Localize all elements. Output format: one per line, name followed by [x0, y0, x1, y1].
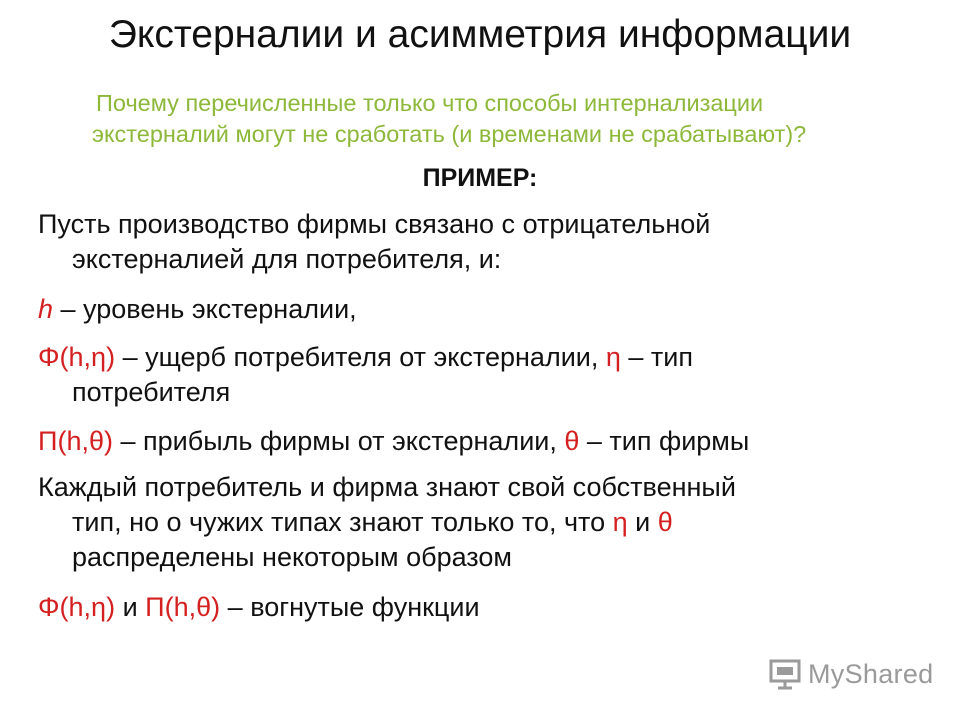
- paragraph-line: экстерналией для потребителя, и:: [72, 244, 502, 274]
- symbol-pi: Π(h,θ): [38, 426, 114, 456]
- paragraph-text: – вогнутые функции: [220, 592, 480, 622]
- symbol-pi: Π(h,θ): [145, 592, 221, 622]
- symbol-theta: θ: [657, 507, 673, 537]
- paragraph-concave: [38, 590, 938, 625]
- paragraph-line: потребителя: [72, 377, 231, 407]
- paragraph-text: – уровень экстерналии,: [53, 294, 357, 324]
- slide-title: Экстерналии и асимметрия информации: [108, 13, 852, 56]
- example-heading: ПРИМЕР:: [422, 164, 538, 192]
- paragraph-line: Пусть производство фирмы связано с отрицательной: [38, 209, 711, 239]
- symbol-eta: η: [612, 507, 628, 537]
- paragraph-text: и: [115, 592, 146, 622]
- paragraph-types: [38, 470, 938, 575]
- paragraph-text: – прибыль фирмы от экстерналии,: [113, 426, 565, 456]
- paragraph-line: Каждый потребитель и фирма знают свой собственный: [38, 472, 736, 502]
- paragraph-line: [38, 505, 938, 540]
- paragraph-profit: [38, 424, 938, 459]
- paragraph-level: [38, 292, 938, 327]
- slide-subtitle: [78, 88, 908, 150]
- paragraph-text: – ущерб потребителя от экстерналии,: [115, 342, 606, 372]
- presentation-board-icon: [768, 657, 802, 691]
- symbol-h: h: [38, 294, 54, 324]
- symbol-phi: Φ(h,η): [38, 592, 116, 622]
- paragraph-text: и: [627, 507, 658, 537]
- paragraph-damage: [38, 340, 938, 410]
- symbol-theta: θ: [564, 426, 580, 456]
- paragraph-production: [38, 207, 938, 277]
- paragraph-text: – тип фирмы: [579, 426, 750, 456]
- symbol-eta: η: [605, 342, 621, 372]
- paragraph-line: распределены некоторым образом: [72, 542, 512, 572]
- paragraph-text: тип, но о чужих типах знают только то, что: [72, 507, 613, 537]
- subtitle-line-1: Почему перечисленные только что способы интернализации: [96, 90, 764, 116]
- paragraph-text: – тип: [620, 342, 693, 372]
- subtitle-line-2: экстерналий могут не сработать (и временами не срабатывают)?: [92, 121, 807, 147]
- watermark-logo: [768, 656, 934, 692]
- watermark-text: MyShared: [808, 659, 934, 689]
- symbol-phi: Φ(h,η): [38, 342, 116, 372]
